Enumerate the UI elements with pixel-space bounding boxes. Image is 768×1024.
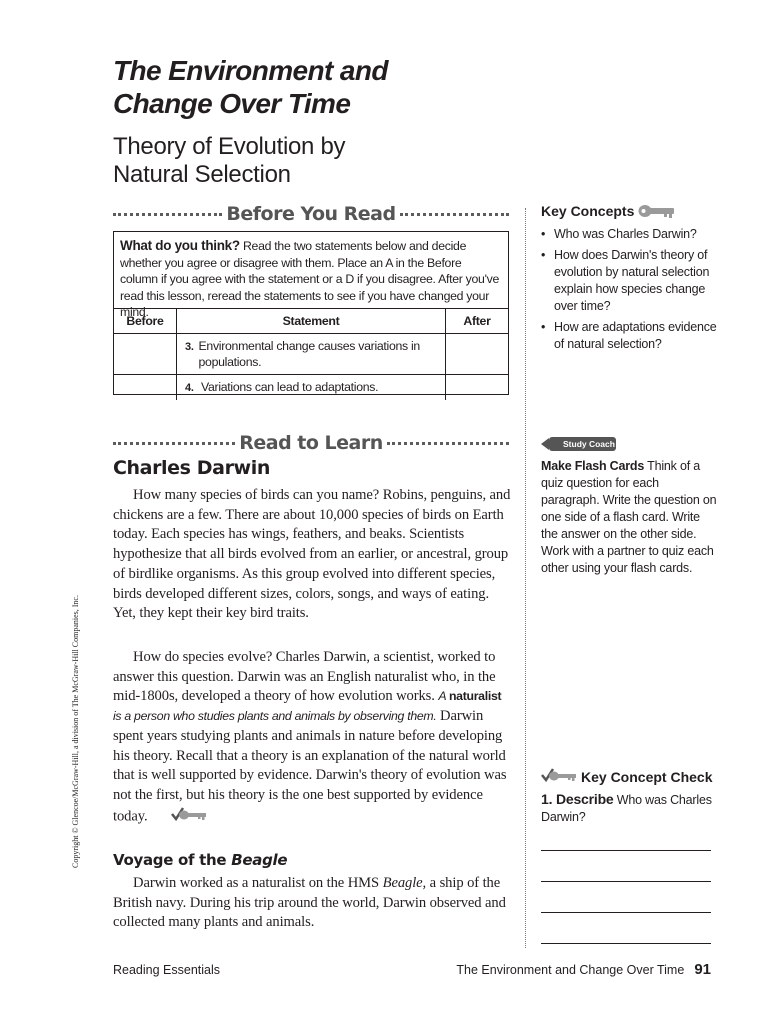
answer-line[interactable] — [541, 912, 711, 913]
dotted-rule-right — [400, 213, 509, 216]
dotted-rule-right — [387, 442, 509, 445]
vocabulary-term: naturalist — [448, 689, 502, 704]
statements-table — [114, 308, 508, 400]
key-concepts-heading — [541, 203, 721, 222]
body-paragraph-3 — [113, 874, 511, 933]
statement-cell — [177, 375, 446, 401]
chapter-title — [113, 54, 503, 120]
flash-cards-tip — [541, 458, 717, 577]
definition-article: A — [438, 689, 446, 704]
footer-right — [456, 961, 711, 978]
dotted-rule-left — [113, 442, 235, 445]
after-answer-cell-3[interactable] — [446, 334, 509, 375]
prompt-bold: What do you think? — [120, 238, 240, 253]
page-number: 91 — [694, 961, 711, 978]
body-paragraph-1 — [113, 486, 511, 624]
lesson-title — [113, 133, 503, 189]
table-header-row — [114, 309, 508, 334]
column-header-before: Before — [114, 309, 177, 334]
statement-number: 4. — [185, 382, 194, 394]
key-concepts-panel — [541, 203, 721, 357]
key-concepts-heading-text: Key Concepts — [541, 203, 635, 220]
key-concept-check — [541, 766, 721, 826]
subsection-heading-prefix: Voyage of the — [113, 851, 227, 869]
prompt-text: Read the two statements below and decide whether you agree or disagree with them. Place an A in the Before column if you agree with the statement or a D if you disagree. After you've read this lesson, reread the statements to see if you have changed your mind. — [120, 239, 500, 319]
section-heading-charles-darwin: Charles Darwin — [113, 457, 270, 479]
subsection-heading-voyage — [113, 851, 287, 869]
footer-chapter-title: The Environment and Change Over Time — [456, 963, 685, 977]
question-text: Who was Charles Darwin? — [541, 793, 712, 824]
ship-name: Beagle, — [382, 875, 427, 891]
concept-check-question — [541, 791, 721, 826]
anticipation-guide-box — [113, 231, 509, 395]
chapter-title-line1: The Environment and — [113, 55, 388, 86]
chapter-title-line2: Change Over Time — [113, 88, 351, 119]
footer-left: Reading Essentials — [113, 963, 221, 977]
dotted-rule-left — [113, 213, 222, 216]
lesson-title-line1: Theory of Evolution by — [113, 133, 346, 160]
before-you-read-heading — [113, 203, 509, 225]
answer-line[interactable] — [541, 943, 711, 944]
list-item: • How are adaptations evidence of natural selection? — [541, 319, 721, 353]
paragraph-text: How many species of birds can you name? Robins, penguins, and chickens are a few. There are about 10,000 species of birds on Earth today. Each species has wings, feathers, and beaks. Scientists hypothesize that all birds evolved from an earlier, or ancestral, group of birdlike organisms. As this group evolved into different species, birds developed different sizes, colors, songs, and ways of eating. Yet, they kept their key bird traits. — [113, 487, 511, 622]
body-paragraph-2 — [113, 648, 511, 828]
statement-text: Environmental change causes variations in populations. — [198, 339, 420, 369]
column-header-after: After — [446, 309, 509, 334]
after-answer-cell-4[interactable] — [446, 375, 509, 401]
paragraph-text: Darwin spent years studying plants and animals in nature before developing his theory. Recall that a theory is an explanation of the natural world that is well supported by evidence. Darwin's theory of evolution was not the first, but his theory is the one best supported by evidence today. — [113, 708, 507, 825]
paragraph-text: How do species evolve? Charles Darwin, a scientist, worked to answer this question. Darwin was an English naturalist who, in the mid-1800s, developed a theory of how evolution works. — [113, 649, 496, 705]
lesson-title-line2: Natural Selection — [113, 161, 291, 188]
study-coach-label: Study Coach — [563, 439, 615, 449]
question-number: 1. Describe — [541, 791, 614, 807]
list-item: • Who was Charles Darwin? — [541, 226, 721, 243]
list-item: • How does Darwin's theory of evolution by natural selection explain how species change over time? — [541, 247, 721, 315]
statement-number: 3. — [185, 341, 194, 353]
column-header-statement: Statement — [177, 309, 446, 334]
answer-line[interactable] — [541, 881, 711, 882]
read-to-learn-heading-text: Read to Learn — [239, 432, 383, 454]
copyright-notice: Copyright © Glencoe/McGraw-Hill, a division of The McGraw-Hill Companies, Inc. — [71, 595, 80, 868]
what-do-you-think-prompt — [114, 232, 508, 319]
before-answer-cell-3[interactable] — [114, 334, 177, 375]
flash-cards-heading: Make Flash Cards — [541, 459, 645, 473]
subsection-heading-ship: Beagle — [231, 851, 288, 869]
read-to-learn-heading — [113, 432, 509, 454]
paragraph-text: Darwin worked as a naturalist on the HMS — [133, 875, 380, 891]
flash-cards-text: Think of a quiz question for each paragraph. Write the question on one side of a flash card. Write the answer on the other side. Work with a partner to quiz each other using your flash cards. — [541, 459, 717, 575]
answer-line[interactable] — [541, 850, 711, 851]
table-row — [114, 375, 508, 401]
statement-cell — [177, 334, 446, 375]
check-key-icon — [151, 806, 207, 829]
column-divider — [525, 208, 526, 948]
definition-text: is a person who studies plants and animals by observing them. — [113, 709, 437, 724]
key-concept-check-heading: Key Concept Check — [581, 768, 713, 785]
before-answer-cell-4[interactable] — [114, 375, 177, 401]
before-you-read-heading-text: Before You Read — [226, 203, 396, 225]
key-concepts-list — [541, 226, 721, 353]
statement-text: Variations can lead to adaptations. — [201, 380, 379, 394]
key-icon — [638, 203, 676, 222]
check-key-icon — [541, 766, 577, 787]
paragraph-text: a ship of the British navy. During his trip around the world, Darwin observed and collected many plants and animals. — [113, 875, 506, 931]
table-row — [114, 334, 508, 375]
study-coach-tab — [541, 436, 617, 457]
